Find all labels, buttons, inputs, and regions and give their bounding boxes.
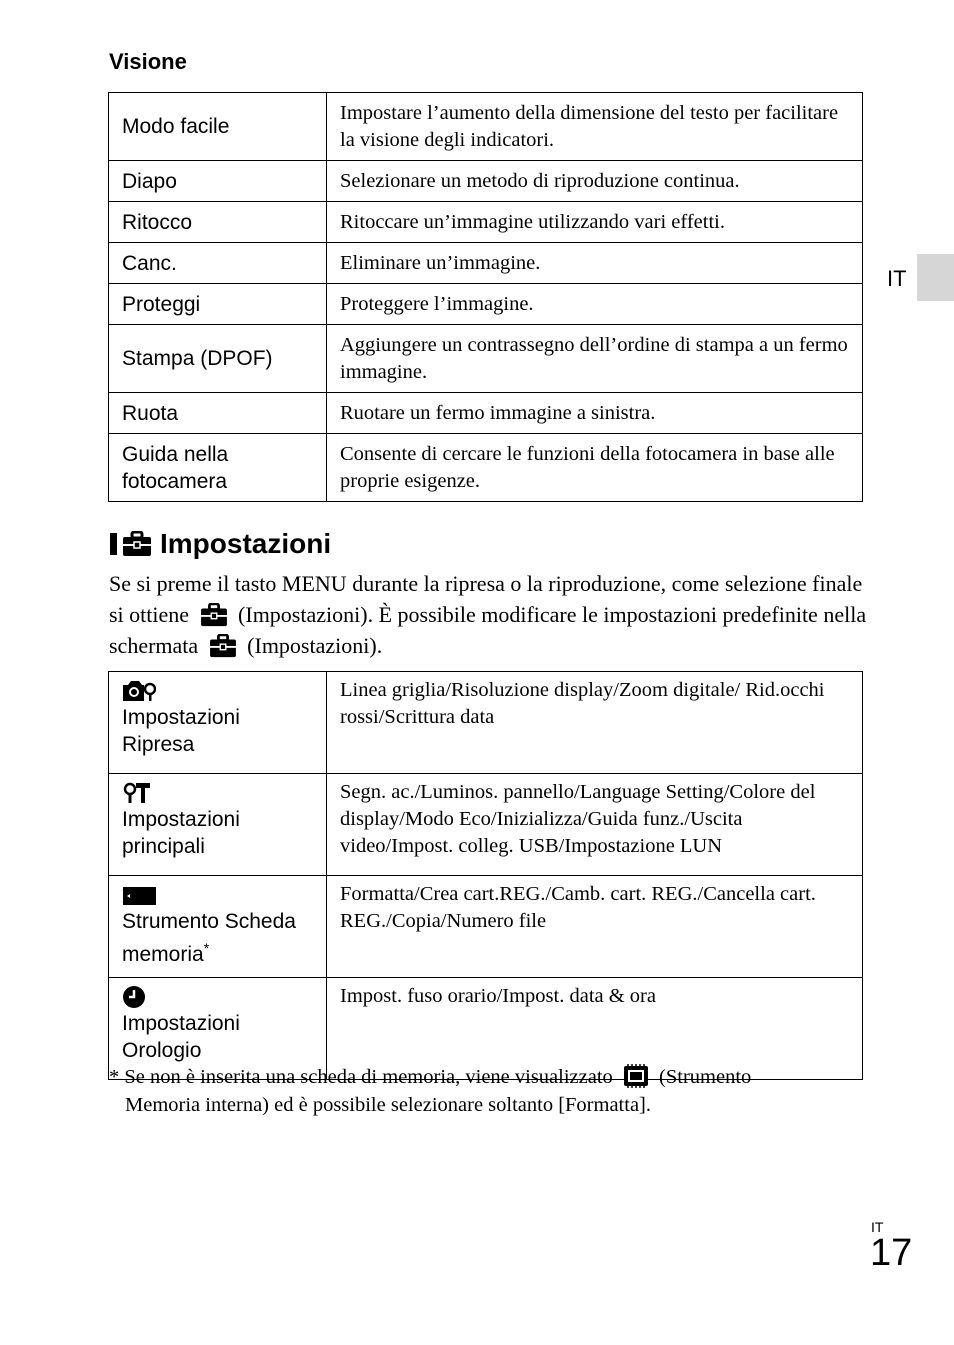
section-title-impostazioni <box>110 528 331 560</box>
intro-text: (Impostazioni). È possibile modificare le impostazioni predefinite nella schermata <box>109 602 867 658</box>
row-label: Modo facile <box>109 93 327 161</box>
memory-card-icon <box>122 882 158 908</box>
footnote-text: * Se non è inserita una scheda di memoria, viene visualizzato <box>109 1066 613 1088</box>
row-description: Ruotare un fermo immagine a sinistra. <box>327 393 863 434</box>
row-label: Ritocco <box>109 202 327 243</box>
row-description: Linea griglia/Risoluzione display/Zoom digitale/ Rid.occhi rossi/Scrittura data <box>327 672 863 774</box>
toolbox-icon <box>208 634 238 658</box>
row-description: Impost. fuso orario/Impost. data & ora <box>327 978 863 1080</box>
intro-text: Se si preme il tasto MENU durante la ripresa o la riproduzione, come selezione finale si ottiene <box>109 571 863 627</box>
row-label: Proteggi <box>109 284 327 325</box>
table-row <box>109 774 863 876</box>
title-marker <box>110 533 117 555</box>
camera-settings-icon <box>122 678 156 704</box>
row-description: Selezionare un metodo di riproduzione continua. <box>327 161 863 202</box>
toolbox-icon <box>199 603 229 627</box>
table-row <box>109 325 863 393</box>
section-title-text: Impostazioni <box>160 528 332 559</box>
settings-table <box>108 671 863 1080</box>
row-label: Impostazioni Orologio <box>122 1012 240 1062</box>
table-row <box>109 93 863 161</box>
main-settings-icon <box>122 780 156 806</box>
row-description: Ritoccare un’immagine utilizzando vari effetti. <box>327 202 863 243</box>
footnote-marker: * <box>203 940 210 956</box>
row-label: Guida nella fotocamera <box>109 434 327 502</box>
table-row <box>109 876 863 978</box>
row-label: Ruota <box>109 393 327 434</box>
row-description: Eliminare un’immagine. <box>327 243 863 284</box>
clock-icon <box>122 984 152 1010</box>
footnote <box>109 1063 869 1119</box>
intro-paragraph <box>109 568 869 661</box>
row-label-cell <box>109 876 327 978</box>
row-description: Proteggere l’immagine. <box>327 284 863 325</box>
internal-memory-icon <box>622 1064 650 1088</box>
language-tab-label: IT <box>887 266 907 291</box>
row-label-cell <box>109 774 327 876</box>
row-description: Segn. ac./Luminos. pannello/Language Setting/Colore del display/Modo Eco/Inizializza/Guida funz./Uscita video/Impost. colleg. USB/Impostazione LUN <box>327 774 863 876</box>
section-heading-visione: Visione <box>109 49 187 74</box>
table-row <box>109 161 863 202</box>
table-row <box>109 243 863 284</box>
row-label: Stampa (DPOF) <box>109 325 327 393</box>
toolbox-icon <box>122 531 152 557</box>
language-tab <box>917 254 954 301</box>
table-row <box>109 672 863 774</box>
row-label: Diapo <box>109 161 327 202</box>
row-description: Formatta/Crea cart.REG./Camb. cart. REG./Cancella cart. REG./Copia/Numero file <box>327 876 863 978</box>
row-description: Consente di cercare le funzioni della fotocamera in base alle proprie esigenze. <box>327 434 863 502</box>
footnote-text: (Strumento <box>659 1066 752 1088</box>
row-label: Impostazioni principali <box>122 808 240 858</box>
footnote-text: Memoria interna) ed è possibile selezionare soltanto [Formatta]. <box>125 1094 651 1116</box>
table-row <box>109 434 863 502</box>
table-row <box>109 202 863 243</box>
row-description: Aggiungere un contrassegno dell’ordine di stampa a un fermo immagine. <box>327 325 863 393</box>
row-description: Impostare l’aumento della dimensione del testo per facilitare la visione degli indicatori. <box>327 93 863 161</box>
visione-table <box>108 92 863 502</box>
row-label: Canc. <box>109 243 327 284</box>
page-number: 17 <box>870 1232 913 1274</box>
table-row <box>109 284 863 325</box>
row-label-cell <box>109 672 327 774</box>
intro-text: (Impostazioni). <box>247 633 383 658</box>
row-label: Impostazioni Ripresa <box>122 706 240 756</box>
table-row <box>109 393 863 434</box>
row-label: Strumento Scheda memoria <box>122 910 296 966</box>
page-language: IT <box>871 1219 884 1235</box>
